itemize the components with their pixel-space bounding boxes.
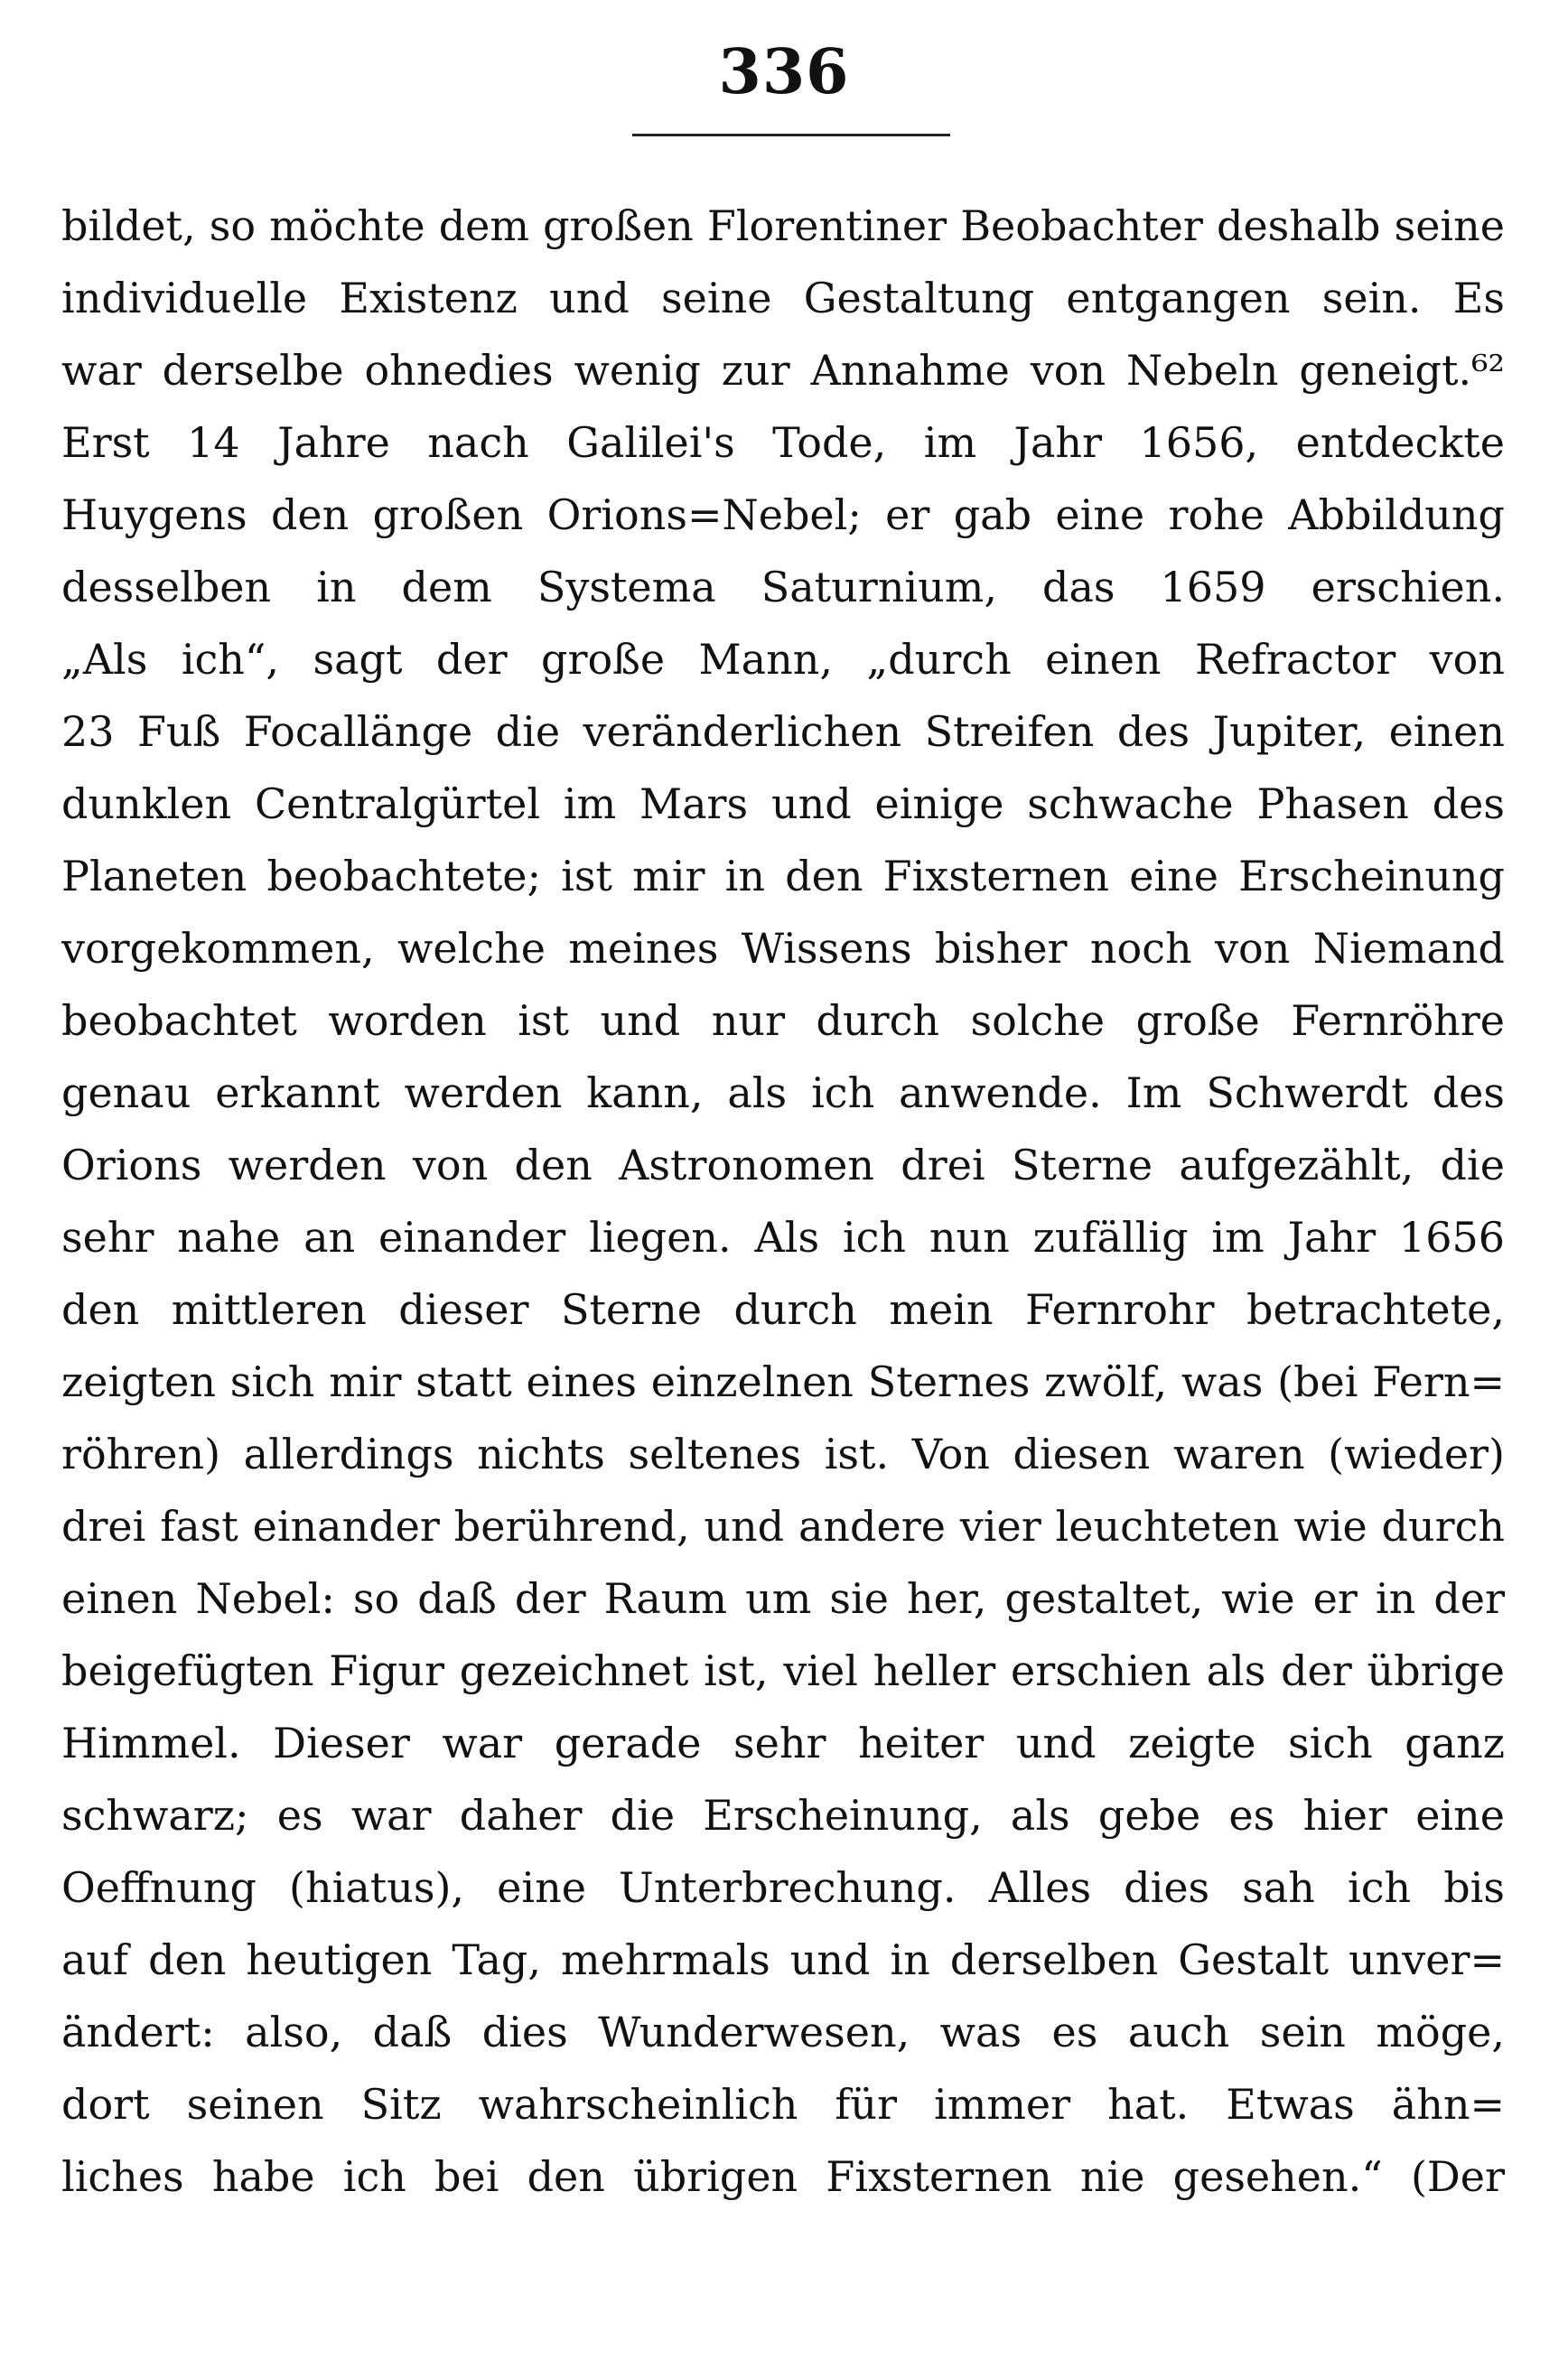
- text-line: war derselbe ohnedies wenig zur Annahme von Nebeln geneigt.⁶²: [61, 346, 1505, 395]
- text-line: Oeffnung (hiatus), eine Unterbrechung. Alles dies sah ich bis: [61, 1863, 1505, 1912]
- text-line: röhren) allerdings nichts seltenes ist. Von diesen waren (wieder): [61, 1430, 1505, 1478]
- text-line: Huygens den großen Orions=Nebel; er gab eine rohe Abbildung: [61, 490, 1505, 539]
- text-line: einen Nebel: so daß der Raum um sie her, gestaltet, wie er in der: [61, 1574, 1505, 1623]
- text-line: bildet, so möchte dem großen Florentiner Beobachter deshalb seine: [61, 201, 1505, 250]
- text-line: ändert: also, daß dies Wunderwesen, was es auch sein möge,: [61, 2008, 1505, 2056]
- text-line: individuelle Existenz und seine Gestaltung entgangen sein. Es: [61, 274, 1505, 322]
- text-line: 23 Fuß Focallänge die veränderlichen Streifen des Jupiter, einen: [61, 707, 1505, 756]
- text-line: Planeten beobachtete; ist mir in den Fixsternen eine Erscheinung: [61, 852, 1505, 900]
- text-line: den mittleren dieser Sterne durch mein Fernrohr betrachtete,: [61, 1285, 1505, 1334]
- text-line: desselben in dem Systema Saturnium, das 1659 erschien.: [61, 563, 1505, 611]
- text-line: liches habe ich bei den übrigen Fixsternen nie gesehen.“ (Der: [61, 2152, 1505, 2201]
- text-line: Erst 14 Jahre nach Galilei's Tode, im Jahr 1656, entdeckte: [61, 418, 1505, 467]
- text-line: schwarz; es war daher die Erscheinung, als gebe es hier eine: [61, 1791, 1505, 1840]
- text-line: Orions werden von den Astronomen drei Sterne aufgezählt, die: [61, 1141, 1505, 1189]
- text-line: drei fast einander berührend, und andere vier leuchteten wie durch: [61, 1502, 1505, 1551]
- text-line: zeigten sich mir statt eines einzelnen Sternes zwölf, was (bei Fern=: [61, 1357, 1505, 1406]
- text-line: auf den heutigen Tag, mehrmals und in derselben Gestalt unver=: [61, 1935, 1505, 1984]
- text-line: „Als ich“, sagt der große Mann, „durch einen Refractor von: [61, 635, 1505, 684]
- text-line: dunklen Centralgürtel im Mars und einige schwache Phasen des: [61, 779, 1505, 828]
- text-line: dort seinen Sitz wahrscheinlich für immer hat. Etwas ähn=: [61, 2080, 1505, 2129]
- text-line: genau erkannt werden kann, als ich anwende. Im Schwerdt des: [61, 1068, 1505, 1117]
- text-line: sehr nahe an einander liegen. Als ich nun zufällig im Jahr 1656: [61, 1213, 1505, 1262]
- header-rule: [632, 134, 950, 136]
- body-text: [61, 190, 1505, 2213]
- text-line: beigefügten Figur gezeichnet ist, viel heller erschien als der übrige: [61, 1646, 1505, 1695]
- text-line: Himmel. Dieser war gerade sehr heiter und zeigte sich ganz: [61, 1719, 1505, 1767]
- page-number: 336: [718, 36, 850, 108]
- text-line: vorgekommen, welche meines Wissens bisher noch von Niemand: [61, 924, 1505, 973]
- text-line: beobachtet worden ist und nur durch solche große Fernröhre: [61, 996, 1505, 1045]
